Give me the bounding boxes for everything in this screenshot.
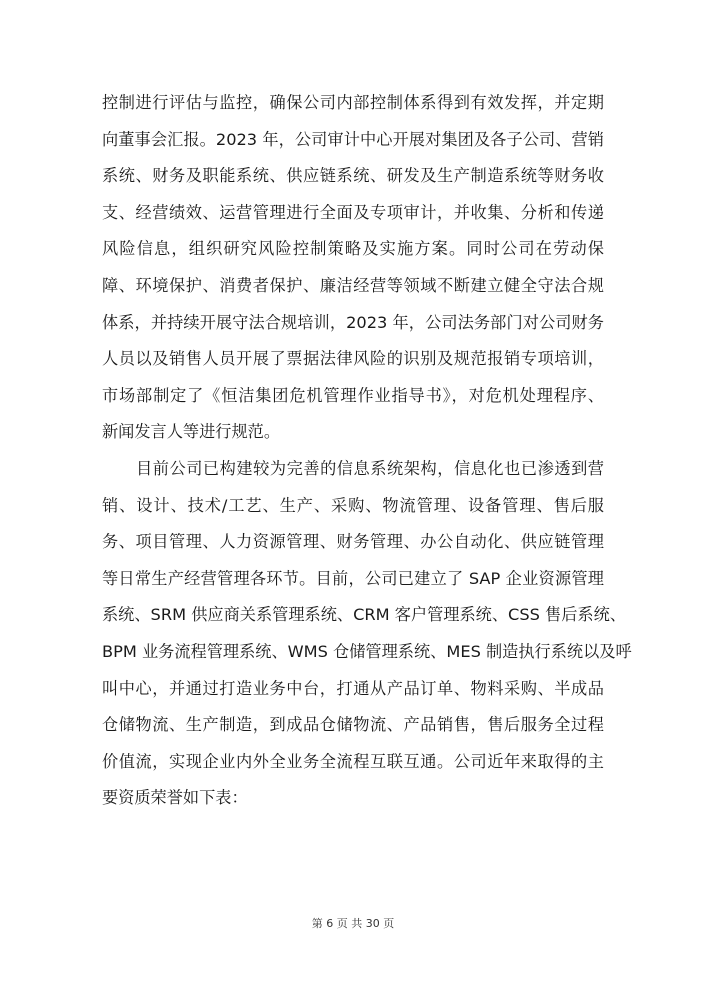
text-line: 系统、SRM 供应商关系管理系统、CRM 客户管理系统、CSS 售后系统、 (102, 605, 626, 625)
text-line: 目前公司已构建较为完善的信息系统架构，信息化也已渗透到营 (136, 458, 604, 478)
text-line: 务、项目管理、人力资源管理、财务管理、办公自动化、供应链管理 (102, 532, 604, 552)
text-line: 人员以及销售人员开展了票据法律风险的识别及规范报销专项培训， (102, 349, 604, 369)
text-line: 向董事会汇报。2023 年，公司审计中心开展对集团及各子公司、营销 (102, 129, 604, 149)
text-line: 障、环境保护、消费者保护、廉洁经营等领域不断建立健全守法合规 (102, 275, 604, 295)
text-line: 仓储物流、生产制造，到成品仓储物流、产品销售，售后服务全过程 (102, 715, 604, 735)
text-line: 新闻发言人等进行规范。 (102, 422, 281, 442)
text-line: 体系，并持续开展守法合规培训，2023 年，公司法务部门对公司财务 (102, 312, 604, 332)
text-line: 销、设计、技术/工艺、生产、采购、物流管理、设备管理、售后服 (102, 495, 604, 515)
paragraph-1 (102, 85, 604, 451)
text-line: BPM 业务流程管理系统、WMS 仓储管理系统、MES 制造执行系统以及呼 (102, 641, 632, 661)
paragraph-2 (102, 451, 632, 817)
text-line: 支、经营绩效、运营管理进行全面及专项审计，并收集、分析和传递 (102, 202, 604, 222)
text-line: 要资质荣誉如下表： (102, 788, 248, 808)
body-text (102, 85, 632, 817)
text-line: 控制进行评估与监控，确保公司内部控制体系得到有效发挥，并定期 (102, 93, 604, 112)
text-line: 市场部制定了《恒洁集团危机管理作业指导书》，对危机处理程序、 (102, 385, 604, 405)
text-line: 叫中心，并通过打造业务中台，打通从产品订单、物料采购、半成品 (102, 678, 604, 698)
text-line: 系统、财务及职能系统、供应链系统、研发及生产制造系统等财务收 (102, 166, 604, 186)
text-line: 价值流，实现企业内外全业务全流程互联互通。公司近年来取得的主 (102, 751, 604, 771)
text-line: 风险信息，组织研究风险控制策略及实施方案。同时公司在劳动保 (102, 239, 604, 259)
text-line: 等日常生产经营管理各环节。目前，公司已建立了 SAP 企业资源管理 (102, 568, 604, 588)
page-number-footer: 第 6 页 共 30 页 (311, 917, 395, 930)
